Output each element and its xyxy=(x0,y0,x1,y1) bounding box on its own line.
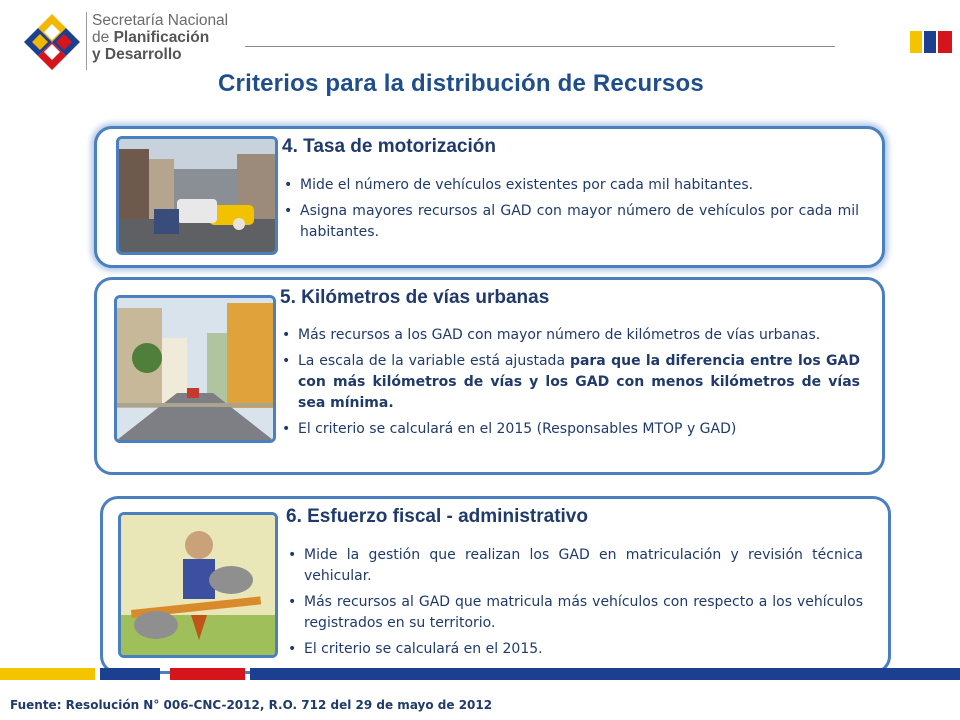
footer-color-band xyxy=(0,668,960,680)
list-item: • Más recursos al GAD que matricula más vehículos con respecto a los vehículos registrados en su territorio. xyxy=(288,592,863,634)
list-item: • Mide la gestión que realizan los GAD en matriculación y revisión técnica vehicular. xyxy=(288,545,863,587)
list-item: • Mide el número de vehículos existentes por cada mil habitantes. xyxy=(284,175,859,196)
card-heading: 4. Tasa de motorización xyxy=(282,136,496,157)
logo-line-1: Secretaría Nacional xyxy=(92,12,229,29)
logo-line-3: y Desarrollo xyxy=(92,46,182,63)
card-heading: 6. Esfuerzo fiscal - administrativo xyxy=(286,506,588,527)
header-divider xyxy=(245,46,835,47)
bullet-list xyxy=(284,175,859,248)
logo-line-2: de Planificación xyxy=(92,29,210,46)
page-title: Criterios para la distribución de Recursos xyxy=(218,70,704,97)
logo-emblem-icon xyxy=(22,12,82,74)
urban-street-photo xyxy=(114,295,276,443)
street-traffic-photo xyxy=(116,136,278,255)
list-item: • El criterio se calculará en el 2015 (Responsables MTOP y GAD) xyxy=(282,419,860,440)
flag-stripes-icon xyxy=(910,31,952,53)
list-item: • Asigna mayores recursos al GAD con mayor número de vehículos por cada mil habitantes. xyxy=(284,201,859,243)
list-item: • El criterio se calculará en el 2015. xyxy=(288,639,863,660)
fiscal-effort-illustration xyxy=(118,512,278,658)
bullet-list xyxy=(288,545,863,665)
list-item: • Más recursos a los GAD con mayor número de kilómetros de vías urbanas. xyxy=(282,325,860,346)
source-note: Fuente: Resolución N° 006-CNC-2012, R.O. 712 del 29 de mayo de 2012 xyxy=(10,698,493,712)
card-heading: 5. Kilómetros de vías urbanas xyxy=(280,287,550,308)
bullet-list xyxy=(282,325,860,445)
list-item: • La escala de la variable está ajustada para que la diferencia entre los GAD con más kilómetros de vías y los GAD con menos kilómetros de vías sea mínima. xyxy=(282,351,860,414)
